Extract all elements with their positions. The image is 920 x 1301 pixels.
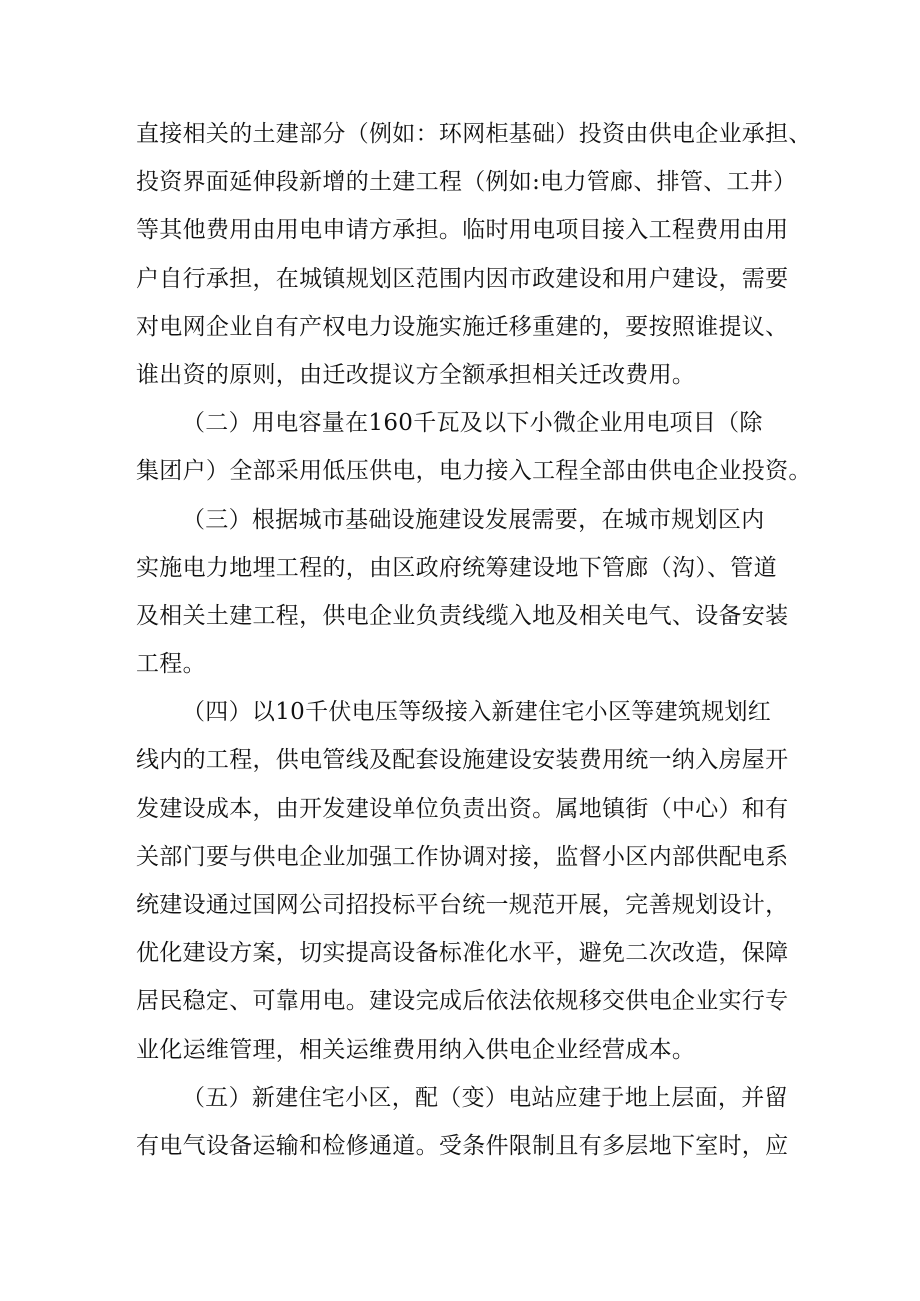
text-line: 集团户）全部采用低压供电，电力接入工程全部由供电企业投资。	[136, 458, 812, 485]
text-line: 业化运维管理，相关运维费用纳入供电企业经营成本。	[136, 1036, 696, 1063]
text-line: 优化建设方案，切实提高设备标准化水平，避免二次改造，保障	[136, 940, 789, 967]
paragraph-start-line: （四）以10千伏电压等级接入新建住宅小区等建筑规划红	[182, 699, 772, 726]
document-body	[136, 110, 812, 1170]
text-line: 对电网企业自有产权电力设施实施迁移重建的，要按照谁提议、	[136, 313, 789, 340]
text-line: 实施电力地埋工程的，由区政府统筹建设地下管廊（沟）、管道	[136, 554, 777, 581]
text-line: 投资界面延伸段新增的土建工程（例如:电力管廊、排管、工井）	[136, 169, 797, 196]
paragraph-start-line: （五）新建住宅小区，配（变）电站应建于地上层面，并留	[182, 1084, 788, 1111]
text-line: 直接相关的土建部分（例如：环网柜基础）投资由供电企业承担、	[136, 121, 812, 147]
text-line: 有电气设备运输和检修通道。受条件限制且有多层地下室时，应	[136, 1132, 789, 1159]
text-line: 谁出资的原则，由迁改提议方全额承担相关迁改费用。	[136, 361, 696, 388]
text-line: 发建设成本，由开发建设单位负责出资。属地镇街（中心）和有	[136, 795, 789, 822]
paragraph-start-line: （二）用电容量在160千瓦及以下小微企业用电项目（除	[182, 410, 763, 437]
text-line: 户自行承担，在城镇规划区范围内因市政建设和用户建设，需要	[136, 265, 789, 292]
text-line: 工程。	[136, 651, 206, 678]
text-line: 等其他费用由用电申请方承担。临时用电项目接入工程费用由用	[136, 217, 789, 244]
text-line: 关部门要与供电企业加强工作协调对接，监督小区内部供配电系	[136, 843, 789, 870]
text-line: 统建设通过国网公司招投标平台统一规范开展，完善规划设计，	[136, 892, 789, 918]
text-line: 线内的工程，供电管线及配套设施建设安装费用统一纳入房屋开	[136, 747, 789, 774]
text-line: 及相关土建工程，供电企业负责线缆入地及相关电气、设备安装	[136, 602, 789, 629]
paragraph-start-line: （三）根据城市基础设施建设发展需要，在城市规划区内	[182, 506, 765, 533]
text-line: 居民稳定、可靠用电。建设完成后依法依规移交供电企业实行专	[136, 988, 789, 1015]
